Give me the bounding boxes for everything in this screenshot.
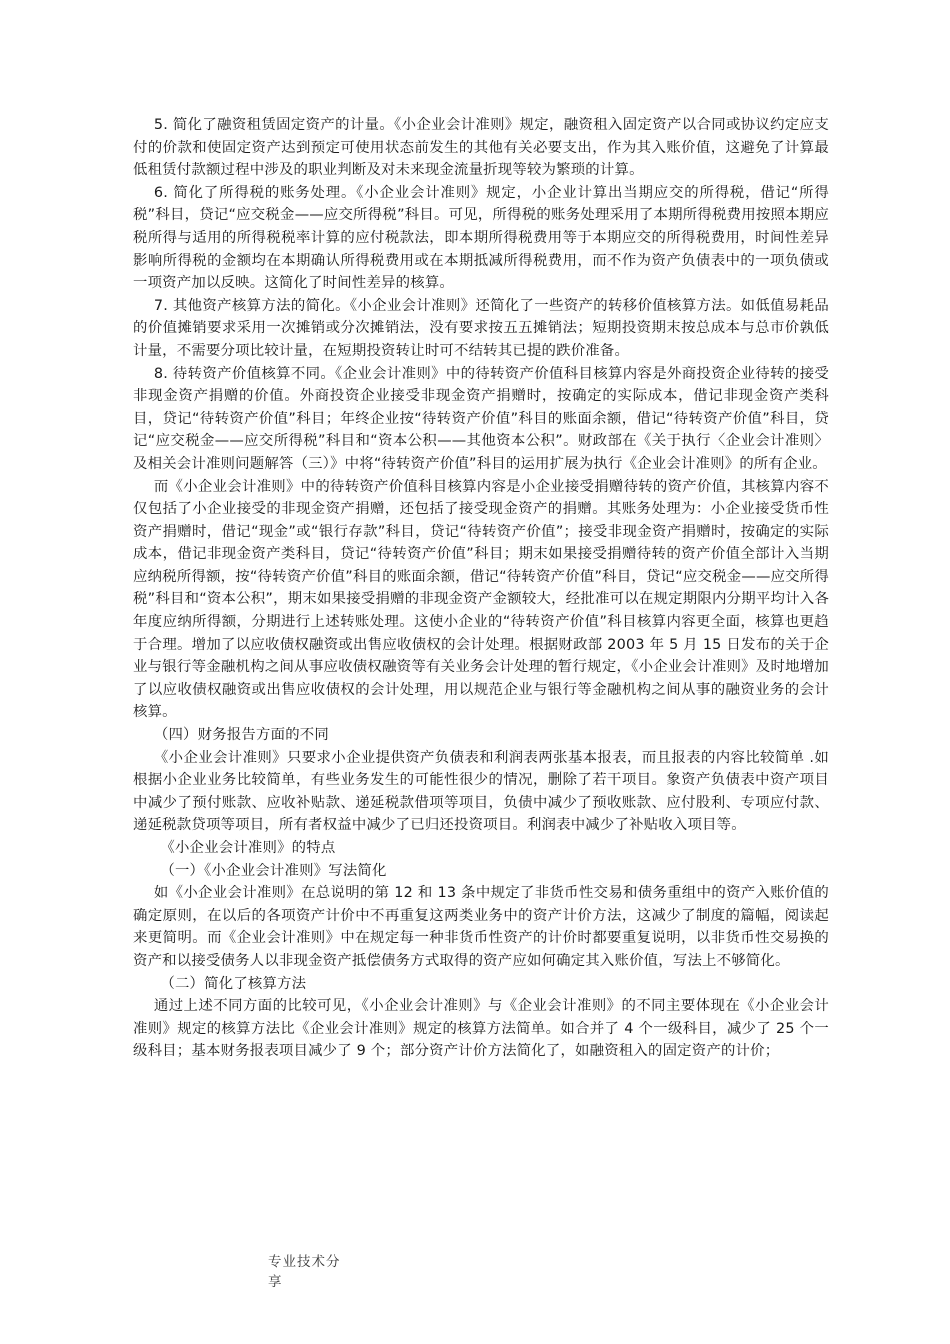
paragraph: 8. 待转资产价值核算不同。《企业会计准则》中的待转资产价值科目核算内容是外商投资企业待转的接受非现金资产捐赠的价值。外商投资企业接受非现金资产捐赠时，按确定的实际成本，借记非现金资产类科目，贷记“待转资产价值”科目；年终企业按“待转资产价值”科目的账面余额，借记“待转资产价值”科目，贷记“应交税金——应交所得税”科目和“资本公积——其他资本公积”。财政部在《关于执行〈企业会计准则〉及相关会计准则问题解答（三）》中将“待转资产价值”科目的运用扩展为执行《企业会计准则》的所有企业。: [133, 365, 829, 472]
paragraph: 5. 简化了融资租赁固定资产的计量。《小企业会计准则》规定，融资租入固定资产以合同或协议约定应支付的价款和使固定资产达到预定可使用状态前发生的其他有关必要支出，作为其入账价值，这避免了计算最低租赁付款额过程中涉及的职业判断及对未来现金流量折现等较为繁琐的计算。: [133, 117, 829, 179]
paragraph: 《小企业会计准则》只要求小企业提供资产负债表和利润表两张基本报表，而且报表的内容比较简单 .如根据小企业业务比较简单，有些业务发生的可能性很少的情况，删除了若干项目。象资产负债表中资产项目中减少了预付账款、应收补贴款、递延税款借项等项目，负债中减少了预收账款、应付股利、专项应付款、递延税款贷项等项目，所有者权益中减少了已归还投资项目。利润表中减少了补贴收入项目等。: [133, 749, 829, 834]
paragraph: 而《小企业会计准则》中的待转资产价值科目核算内容是小企业接受捐赠待转的资产价值，其核算内容不仅包括了小企业接受的非现金资产捐赠，还包括了接受现金资产的捐赠。其账务处理为：小企业接受货币性资产捐赠时，借记“现金”或“银行存款”科目，贷记“待转资产价值”；接受非现金资产捐赠时，按确定的实际成本，借记非现金资产类科目，贷记“待转资产价值”科目；期末如果接受捐赠待转的资产价值全部计入当期应纳税所得额，按“待转资产价值”科目的账面余额，借记“待转资产价值”科目，贷记“应交税金——应交所得税”科目和“资本公积”，期末如果接受捐赠的非现金资产金额较大，经批准可以在规定期限内分期平均计入各年度应纳所得额，分期进行上述转账处理。这使小企业的“待转资产价值”科目核算内容更全面，核算也更趋于合理。增加了以应收债权融资或出售应收债权的会计处理。根据财政部 2003 年 5 月 15 日发布的关于企业与银行等金融机构之间从事应收债权融资等有关业务会计处理的暂行规定，《小企业会计准则》及时地增加了以应收债权融资或出售应收债权的会计处理，用以规范企业与银行等金融机构之间从事的融资业务的会计核算。: [133, 478, 829, 721]
subsection-heading: （一）《小企业会计准则》写法简化: [160, 862, 387, 879]
section-heading: （四）财务报告方面的不同: [153, 727, 329, 744]
subsection-heading: （二）简化了核算方法: [160, 975, 307, 992]
section-heading: 《小企业会计准则》的特点: [160, 840, 336, 856]
document-body: [133, 114, 829, 1063]
page-footer: 专业技术分享: [268, 1254, 341, 1290]
paragraph: 7. 其他资产核算方法的简化。《小企业会计准则》还简化了一些资产的转移价值核算方法。如低值易耗品的价值摊销要求采用一次摊销或分次摊销法，没有要求按五五摊销法；短期投资期末按总成本与总市价孰低计量，不需要分项比较计量，在短期投资转让时可不结转其已提的跌价准备。: [133, 297, 829, 359]
paragraph: 通过上述不同方面的比较可见，《小企业会计准则》与《企业会计准则》的不同主要体现在《小企业会计准则》规定的核算方法比《企业会计准则》规定的核算方法简单。如合并了 4 个一级科目，减少了 25 个一级科目；基本财务报表项目减少了 9 个；部分资产计价方法简化了，如融资租入的固定资产的计价；: [133, 998, 829, 1060]
paragraph: 6. 简化了所得税的账务处理。《小企业会计准则》规定，小企业计算出当期应交的所得税，借记“所得税”科目，贷记“应交税金——应交所得税”科目。可见，所得税的账务处理采用了本期所得税费用按照本期应税所得与适用的所得税税率计算的应付税款法，即本期所得税费用等于本期应交的所得税费用，时间性差异影响所得税的金额均在本期确认所得税费用或在本期抵减所得税费用，而不作为资产负债表中的一项负债或一项资产加以反映。这简化了时间性差异的核算。: [133, 184, 829, 292]
paragraph: 如《小企业会计准则》在总说明的第 12 和 13 条中规定了非货币性交易和债务重组中的资产入账价值的确定原则，在以后的各项资产计价中不再重复这两类业务中的资产计价方法，这减少了制度的篇幅，阅读起来更简明。而《企业会计准则》中在规定每一种非货币性资产的计价时都要重复说明，以非货币性交易换的资产和以接受债务人以非现金资产抵偿债务方式取得的资产应如何确定其入账价值，写法上不够简化。: [133, 885, 829, 969]
